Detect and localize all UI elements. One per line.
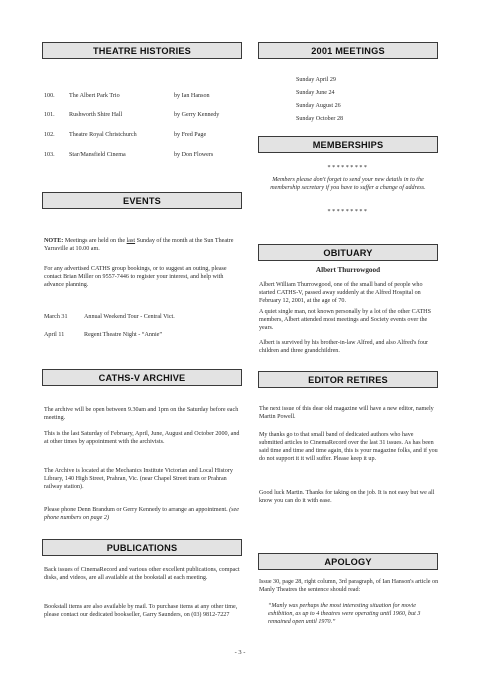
page-number: - 3 -	[234, 649, 246, 656]
archive-paragraph-4: Please phone Denn Brandum or Gerry Kennedy to arrange an appointment. (see phone numbers on page 2)	[44, 507, 239, 522]
list-item: 101. Rushworth Shire Hall by Gerry Kennedy	[44, 112, 220, 118]
archive-paragraph-1: The archive will be open between 9.30am and 1pm on the Saturday before each meeting.	[44, 407, 239, 422]
meeting-date: Sunday June 24	[296, 90, 335, 96]
list-item: 100. The Albert Park Trio by Ian Hanson	[44, 93, 210, 99]
apology-heading: APOLOGY	[258, 553, 438, 570]
event-item: April 11 Regent Theatre Night - “Annie”	[44, 332, 163, 338]
obituary-name: Albert Thurrowgood	[315, 266, 381, 274]
meeting-date: Sunday October 28	[296, 116, 344, 122]
meetings-heading: 2001 MEETINGS	[258, 42, 438, 59]
events-note: NOTE: Meetings are held on the last Sunday of the month at the Sun Theatre Yarraville at 10.00 am.	[44, 238, 234, 253]
publications-paragraph-2: Bookstall items are also available by mail. To purchase items at any other time, please contact our dedicated bookseller, Garry Saunders, on (03) 9812-7227	[44, 604, 238, 619]
memberships-stars-bottom: *********	[327, 209, 369, 215]
archive-paragraph-3: The Archive is located at the Mechanics Institute Victorian and Local History Library, 140 High Street, Prahran, Vic. (near Chapel Street tram or Prahran railway station).	[44, 468, 233, 491]
obituary-heading: OBITUARY	[258, 244, 438, 261]
meeting-date: Sunday April 29	[296, 77, 336, 83]
memberships-stars-top: *********	[327, 165, 369, 171]
obituary-paragraph-2: A quiet single man, not known personally by a lot of the other CATHS members, Albert attended most meetings and Society events over the years.	[259, 309, 431, 332]
archive-heading: CATHS-V ARCHIVE	[42, 369, 242, 386]
list-item: 103. Star/Mansfield Cinema by Don Flowers	[44, 152, 214, 158]
publications-heading: PUBLICATIONS	[42, 539, 242, 556]
meeting-date: Sunday August 26	[296, 103, 341, 109]
apology-quote: “Manly was perhaps the most interesting situation for movie exhibition, as up to 4 theatres were operating until 1960, but 3 remained open until 1970.”	[268, 603, 421, 626]
events-paragraph: For any advertised CATHS group bookings, or to suggest an outing, please contact Brian Miller on 9557-7446 to register your interest, and help with advance planning.	[44, 266, 227, 289]
publications-paragraph-1: Back issues of CinemaRecord and various other excellent publications, compact disks, and videos, are all available at the bookstall at each meeting.	[44, 567, 240, 582]
archive-paragraph-2: This is the last Saturday of February, April, June, August and October 2000, and at other times by appointment with the archivists.	[44, 431, 240, 446]
events-heading: EVENTS	[42, 192, 242, 209]
memberships-text: Members please don't forget to send your new details in to the membership secretary if you have to suffer a change of address.	[270, 177, 426, 192]
apology-paragraph: Issue 30, page 28, right column, 3rd paragraph, of Ian Hanson's article on Manly Theatres the sentence should read:	[259, 579, 439, 594]
editor-paragraph-2: My thanks go to that small band of dedicated authors who have submitted articles to CinemaRecord over the last 31 issues. As has been said time and time and time again, this is your magazine folks, and if you do not support it it will suffer. Please keep it up.	[259, 432, 438, 463]
event-item: March 31 Annual Weekend Tour - Central Vict.	[44, 314, 175, 320]
memberships-heading: MEMBERSHIPS	[258, 136, 438, 153]
editor-paragraph-1: The next issue of this dear old magazine will have a new editor, namely Martin Powell.	[259, 406, 434, 421]
obituary-paragraph-3: Albert is survived by his brother-in-law Alfred, and also Alfred's four children and three grandchildren.	[259, 340, 429, 355]
obituary-paragraph-1: Albert William Thurrowgood, one of the small band of people who started CATHS-V, passed away suddenly at the Alfred Hospital on February 12, 2001, at the age of 70.	[259, 282, 423, 305]
theatre-histories-heading: THEATRE HISTORIES	[42, 42, 242, 59]
list-item: 102. Theatre Royal Christchurch by Fred Page	[44, 132, 207, 138]
editor-heading: EDITOR RETIRES	[258, 371, 438, 388]
editor-paragraph-3: Good luck Martin. Thanks for taking on the job. It is not easy but we all know you can do it with ease.	[259, 490, 435, 505]
